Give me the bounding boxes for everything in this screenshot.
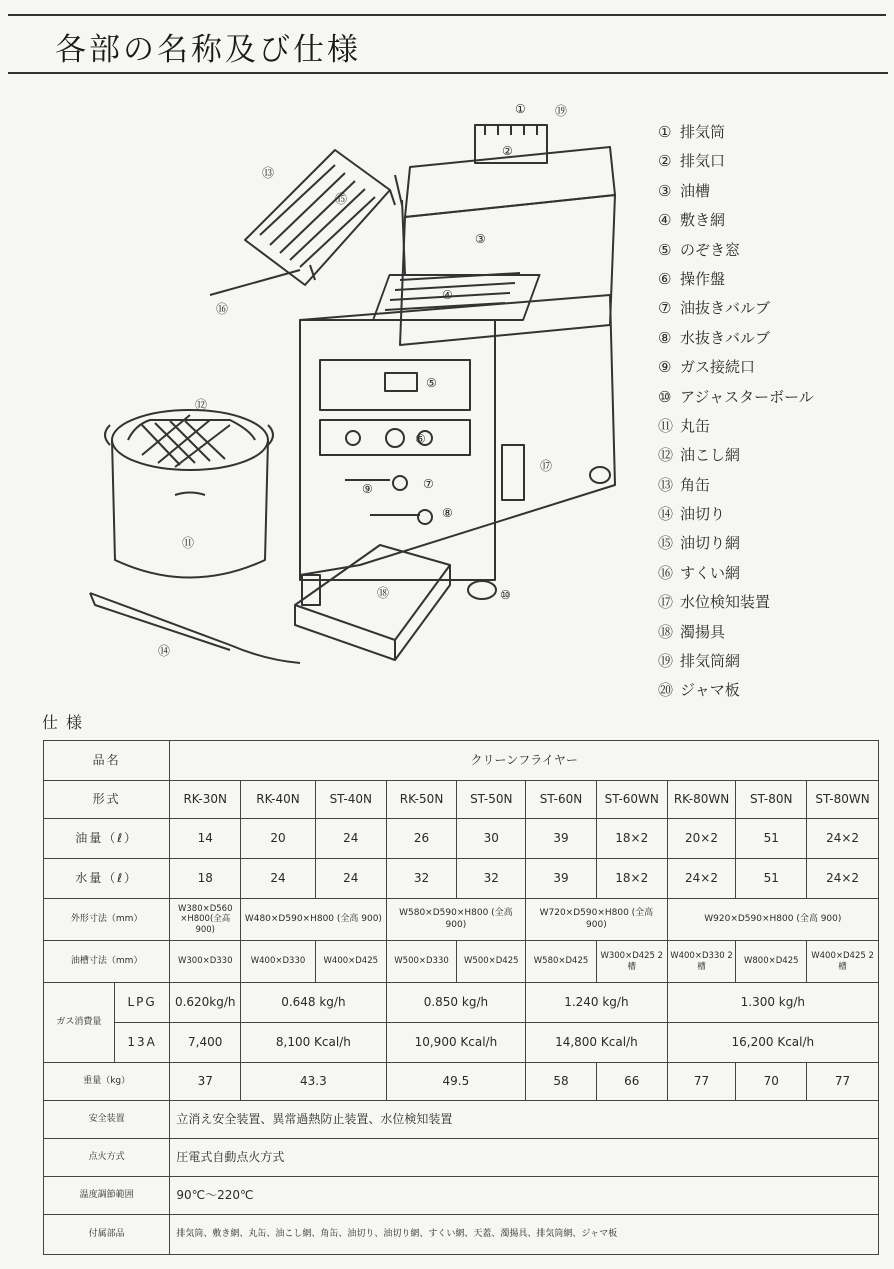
table-cell: 66 — [596, 1063, 667, 1101]
table-cell: W300×D330 — [170, 941, 241, 983]
list-item: ⑭ 油切り — [658, 505, 726, 524]
table-cell: W400×D330 — [241, 941, 316, 983]
top-rule — [8, 14, 886, 16]
list-item: ④ 敷き網 — [658, 211, 726, 230]
model-cell: ST-80WN — [807, 781, 879, 819]
table-cell: 32 — [386, 859, 457, 899]
list-item: ⑪ 丸缶 — [658, 416, 711, 435]
callout: ① — [515, 102, 526, 116]
callout: ② — [502, 144, 513, 158]
table-cell: 圧電式自動点火方式 — [170, 1139, 879, 1177]
table-cell: 立消え安全装置、異常過熱防止装置、水位検知装置 — [170, 1101, 879, 1139]
table-cell: 24×2 — [807, 859, 879, 899]
table-cell: 90℃～220℃ — [170, 1177, 879, 1215]
row-label: 外形寸法（mm） — [44, 899, 170, 941]
parts-legend — [658, 118, 814, 706]
table-row — [44, 899, 879, 941]
title-rule — [8, 72, 888, 74]
row-label: 油槽寸法（mm） — [44, 941, 170, 983]
callout: ⑲ — [555, 104, 568, 118]
table-row — [44, 781, 879, 819]
table-cell: 10,900 Kcal/h — [386, 1023, 525, 1063]
model-cell: RK-80WN — [667, 781, 736, 819]
table-cell: W500×D330 — [386, 941, 457, 983]
list-item: ⑫ 油こし網 — [658, 446, 741, 465]
table-row — [44, 1101, 879, 1139]
model-cell: ST-40N — [315, 781, 386, 819]
table-cell: W720×D590×H800 (全高 900) — [526, 899, 668, 941]
callout: ⑯ — [216, 302, 229, 316]
list-item: ⑮ 油切り網 — [658, 534, 741, 553]
list-item: ⑧ 水抜きバルブ — [658, 328, 771, 347]
table-row — [44, 1215, 879, 1255]
table-cell: 26 — [386, 819, 457, 859]
table-row — [44, 941, 879, 983]
callout: ⑭ — [158, 644, 171, 658]
model-cell: RK-40N — [241, 781, 316, 819]
row-label: 安全装置 — [44, 1101, 170, 1139]
model-cell: RK-50N — [386, 781, 457, 819]
callout: ⑥ — [415, 432, 426, 446]
callout: ⑬ — [262, 166, 275, 180]
row-label: 水量（ℓ） — [44, 859, 170, 899]
row-label: 温度調節範囲 — [44, 1177, 170, 1215]
table-cell: 7,400 — [170, 1023, 241, 1063]
row-label: 点火方式 — [44, 1139, 170, 1177]
row-label: 重量（kg） — [44, 1063, 170, 1101]
table-cell: 51 — [736, 859, 807, 899]
spec-table — [43, 740, 879, 1255]
page-title: 各部の名称及び仕様 — [55, 32, 361, 68]
table-cell: 77 — [807, 1063, 879, 1101]
row-label: 品名 — [44, 741, 170, 781]
callout: ⑨ — [362, 482, 373, 496]
list-item: ⑱ 濁揚具 — [658, 622, 726, 641]
table-cell: W480×D590×H800 (全高 900) — [241, 899, 387, 941]
table-cell: 8,100 Kcal/h — [241, 1023, 387, 1063]
callout: ⑮ — [335, 192, 348, 206]
list-item: ⑰ 水位検知装置 — [658, 593, 771, 612]
table-cell: 0.850 kg/h — [386, 983, 525, 1023]
model-cell: ST-50N — [457, 781, 526, 819]
list-item: ⑩ アジャスターボール — [658, 387, 814, 406]
list-item: ⑲ 排気筒網 — [658, 652, 741, 671]
table-cell: 24×2 — [667, 859, 736, 899]
callout: ⑤ — [426, 376, 437, 390]
table-row — [44, 1139, 879, 1177]
callout: ③ — [475, 232, 486, 246]
table-cell: 24 — [315, 859, 386, 899]
row-sublabel: 13A — [114, 1023, 170, 1063]
table-cell: 20 — [241, 819, 316, 859]
table-cell: 20×2 — [667, 819, 736, 859]
table-row — [44, 1177, 879, 1215]
table-row — [44, 1063, 879, 1101]
table-cell: W800×D425 — [736, 941, 807, 983]
table-cell: W920×D590×H800 (全高 900) — [667, 899, 878, 941]
table-cell: W500×D425 — [457, 941, 526, 983]
table-cell: 24 — [315, 819, 386, 859]
callout: ⑧ — [442, 506, 453, 520]
table-cell: 51 — [736, 819, 807, 859]
list-item: ② 排気口 — [658, 152, 726, 171]
list-item: ③ 油槽 — [658, 181, 711, 200]
row-label: 形式 — [44, 781, 170, 819]
table-cell: W300×D425 2槽 — [596, 941, 667, 983]
row-label: ガス消費量 — [44, 983, 115, 1063]
product-name: クリーンフライヤー — [170, 741, 879, 781]
table-cell: 14,800 Kcal/h — [526, 1023, 668, 1063]
table-cell: W380×D560 ×H800(全高900) — [170, 899, 241, 941]
table-cell: 24×2 — [807, 819, 879, 859]
model-cell: ST-60WN — [596, 781, 667, 819]
table-cell: 32 — [457, 859, 526, 899]
table-cell: 排気筒、敷き網、丸缶、油こし網、角缶、油切り、油切り網、すくい網、天蓋、濁揚具、排気筒網、ジャマ板 — [170, 1215, 879, 1255]
list-item: ⑦ 油抜きバルブ — [658, 299, 771, 318]
table-cell: W400×D425 — [315, 941, 386, 983]
table-cell: 39 — [526, 859, 597, 899]
table-cell: 30 — [457, 819, 526, 859]
row-label: 油量（ℓ） — [44, 819, 170, 859]
model-cell: ST-80N — [736, 781, 807, 819]
row-label: 付属部品 — [44, 1215, 170, 1255]
table-cell: 70 — [736, 1063, 807, 1101]
table-cell: W400×D330 2槽 — [667, 941, 736, 983]
table-cell: 24 — [241, 859, 316, 899]
list-item: ⑥ 操作盤 — [658, 269, 726, 288]
list-item: ① 排気筒 — [658, 123, 726, 141]
list-item: ⑯ すくい網 — [658, 563, 741, 582]
spec-heading: 仕様 — [42, 713, 91, 732]
table-cell: W400×D425 2槽 — [807, 941, 879, 983]
table-cell: 43.3 — [241, 1063, 387, 1101]
callout: ⑱ — [377, 586, 390, 600]
table-row — [44, 1023, 879, 1063]
callout: ⑩ — [500, 588, 511, 602]
table-cell: 0.648 kg/h — [241, 983, 387, 1023]
list-item: ⑳ ジャマ板 — [658, 681, 740, 700]
table-cell: W580×D590×H800 (全高 900) — [386, 899, 525, 941]
callout: ⑫ — [195, 398, 208, 412]
table-cell: 0.620kg/h — [170, 983, 241, 1023]
table-cell: W580×D425 — [526, 941, 597, 983]
table-cell: 1.300 kg/h — [667, 983, 878, 1023]
model-cell: ST-60N — [526, 781, 597, 819]
callout: ⑦ — [423, 477, 434, 491]
table-cell: 37 — [170, 1063, 241, 1101]
table-cell: 58 — [526, 1063, 597, 1101]
table-row — [44, 741, 879, 781]
table-cell: 77 — [667, 1063, 736, 1101]
table-cell: 39 — [526, 819, 597, 859]
fryer-illustration — [70, 95, 660, 695]
table-row — [44, 819, 879, 859]
list-item: ⑨ ガス接続口 — [658, 358, 756, 377]
callout: ④ — [442, 288, 453, 302]
table-row — [44, 983, 879, 1023]
table-cell: 16,200 Kcal/h — [667, 1023, 878, 1063]
table-cell: 14 — [170, 819, 241, 859]
table-cell: 18×2 — [596, 859, 667, 899]
model-cell: RK-30N — [170, 781, 241, 819]
callout: ⑪ — [182, 536, 195, 550]
table-cell: 49.5 — [386, 1063, 525, 1101]
list-item: ⑬ 角缶 — [658, 475, 711, 494]
callout: ⑰ — [540, 459, 553, 473]
list-item: ⑤ のぞき窓 — [658, 240, 741, 259]
table-cell: 1.240 kg/h — [526, 983, 668, 1023]
table-row — [44, 859, 879, 899]
table-cell: 18 — [170, 859, 241, 899]
row-sublabel: LPG — [114, 983, 170, 1023]
table-cell: 18×2 — [596, 819, 667, 859]
